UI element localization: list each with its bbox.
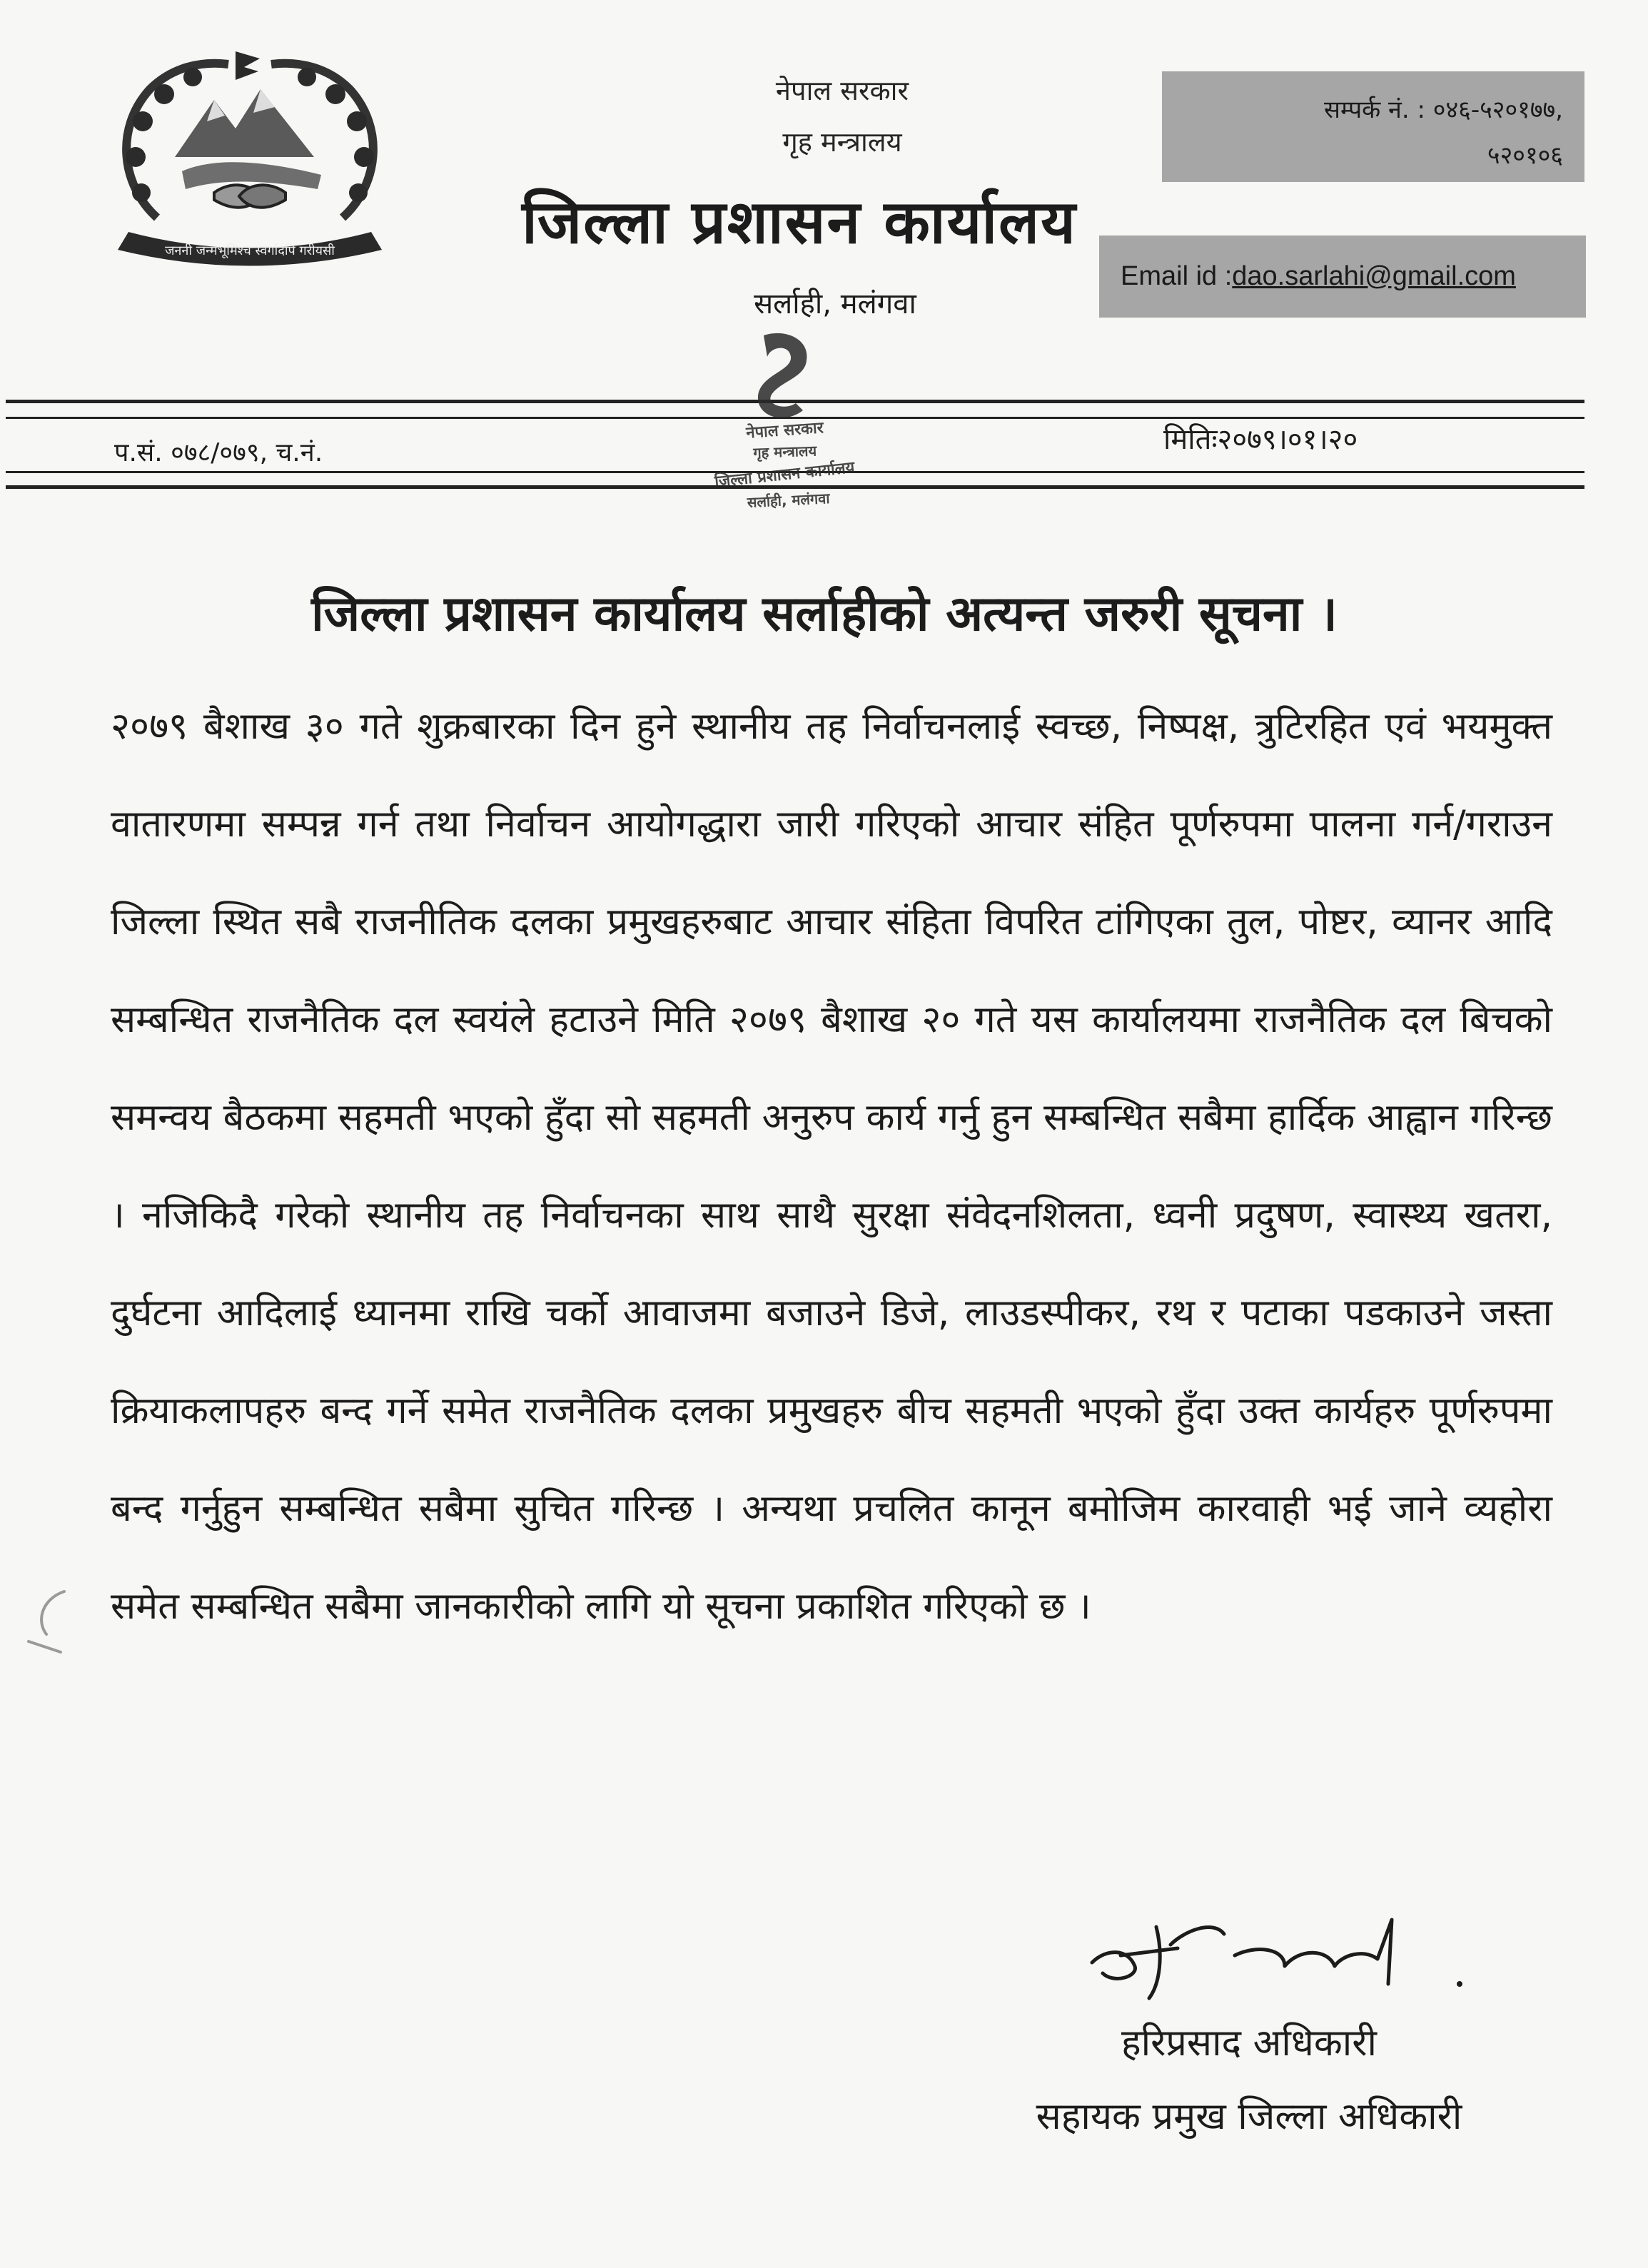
ministry-name: गृह मन्त्रालय — [782, 126, 902, 158]
email-link[interactable]: dao.sarlahi@gmail.com — [1232, 261, 1516, 291]
nepal-emblem — [107, 50, 393, 271]
phone-line-2: ५२०१०६ — [1487, 141, 1563, 170]
office-title: जिल्ला प्रशासन कार्यालय — [522, 187, 1077, 257]
signatory-title: सहायक प्रमुख जिल्ला अधिकारी — [1036, 2095, 1462, 2138]
svg-text:नेपाल सरकार: नेपाल सरकार — [745, 419, 824, 442]
signature — [1071, 1905, 1485, 2005]
signatory-name: हरिप्रसाद अधिकारी — [1121, 2022, 1377, 2065]
reference-number: प.सं. ०७८/०७९, च.नं. — [114, 438, 323, 467]
office-seal-stamp — [678, 328, 892, 514]
svg-text:जननी जन्मभूमिश्च स्वर्गादपि गर: जननी जन्मभूमिश्च स्वर्गादपि गरीयसी — [165, 243, 335, 258]
notice-heading: जिल्ला प्रशासन कार्यालय सर्लाहीको अत्यन्त जरुरी सूचना । — [311, 586, 1338, 642]
contact-email-box — [1099, 236, 1586, 318]
svg-text:जिल्ला प्रशासन कार्यालय: जिल्ला प्रशासन कार्यालय — [714, 458, 856, 492]
svg-text:गृह मन्त्रालय: गृह मन्त्रालय — [753, 442, 817, 462]
phone-line-1: सम्पर्क नं. : ०४६-५२०१७७, — [1323, 96, 1563, 124]
government-name: नेपाल सरकार — [775, 75, 909, 106]
contact-phone-box — [1162, 71, 1584, 182]
office-location: सर्लाही, मलंगवा — [754, 288, 916, 320]
notice-date: मितिः२०७९।०१।२० — [1163, 423, 1358, 456]
scan-smudge-mark — [21, 1584, 86, 1663]
svg-text:सर्लाही, मलंगवा: सर्लाही, मलंगवा — [747, 489, 831, 512]
notice-body: २०७९ बैशाख ३० गते शुक्रबारका दिन हुने स्थानीय तह निर्वाचनलाई स्वच्छ, निष्पक्ष, त्रुटिरहित एवं भयमुक्त वातारणमा सम्पन्न गर्न तथा निर्वाचन आयोगद्धारा जारी गरिएको आचार संहित पूर्णरुपमा पालना गर्न/गराउन जिल्ला स्थित सबै राजनीतिक दलका प्रमुखहरुबाट आचार संहिता विपरित टांगिएका तुल, पोष्टर, व्यानर आदि सम्बन्धित राजनैतिक दल स्वयंले हटाउने मिति २०७९ बैशाख २० गते यस कार्यालयमा राजनैतिक दल बिचको समन्वय बैठकमा सहमती भएको हुँदा सो सहमती अनुरुप कार्य गर्नु हुन सम्बन्धित सबैमा हार्दिक आह्वान गरिन्छ । नजिकिदै गरेको स्थानीय तह निर्वाचनका साथ साथै सुरक्षा संवेदनशिलता, ध्वनी प्रदुषण, स्वास्थ्य खतरा, दुर्घटना आदिलाई ध्यानमा राखि चर्को आवाजमा बजाउने डिजे, लाउडस्पीकर, रथ र पटाका पडकाउने जस्ता क्रियाकलापहरु बन्द गर्ने समेत राजनैतिक दलका प्रमुखहरु बीच सहमती भएको हुँदा उक्त कार्यहरु पूर्णरुपमा बन्द गर्नुहुन सम्बन्धित सबैमा सुचित गरिन्छ । अन्यथा प्रचलित कानून बमोजिम कारवाही भई जाने व्यहोरा समेत सम्बन्धित सबैमा जानकारीको लागि यो सूचना प्रकाशित गरिएको छ । — [111, 705, 1552, 1628]
email-label: Email id : — [1121, 261, 1233, 291]
